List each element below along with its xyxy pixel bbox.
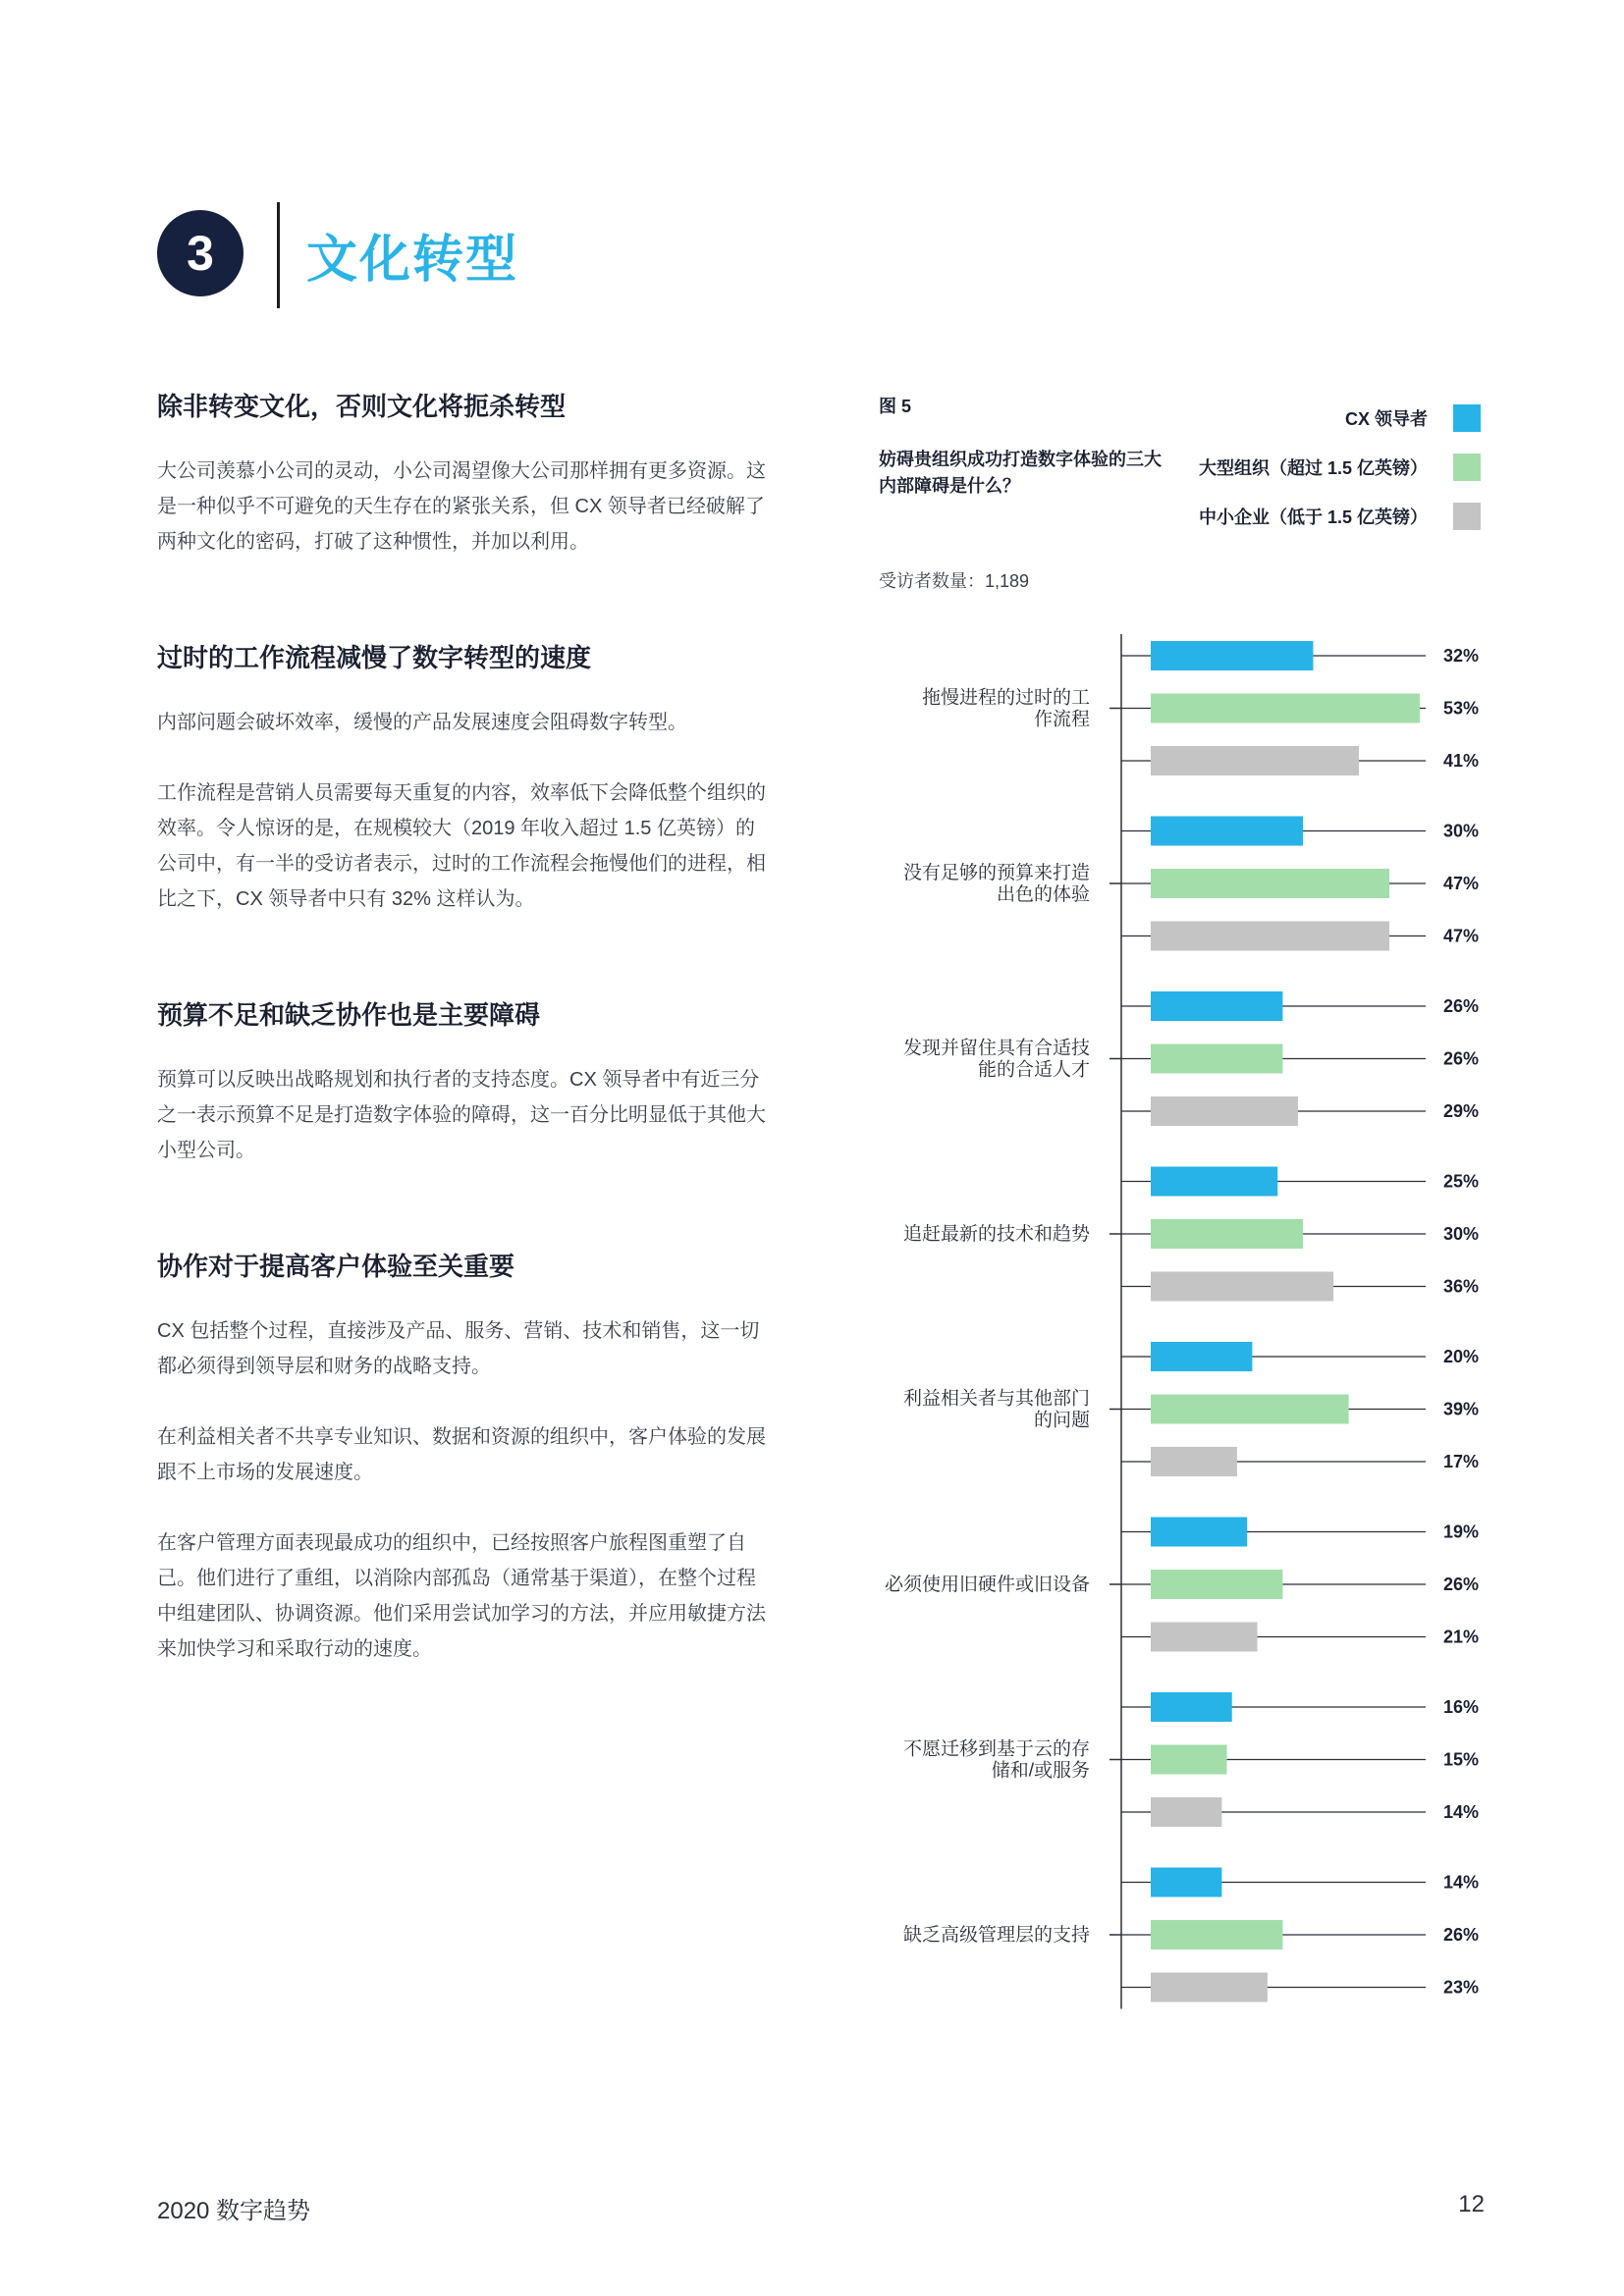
bar: [1151, 694, 1420, 723]
bar: [1151, 1342, 1252, 1371]
bar-value-label: 20%: [1443, 1347, 1480, 1366]
bar: [1151, 869, 1389, 898]
bar-value-label: 30%: [1443, 1224, 1480, 1244]
figure-question: 妨碍贵组织成功打造数字体验的三大内部障碍是什么？: [879, 450, 1162, 496]
bar-value-label: 47%: [1443, 926, 1480, 946]
paragraph: 工作流程是营销人员需要每天重复的内容，效率低下会降低整个组织的效率。令人惊讶的是，在规模较大（2019 年收入超过 1.5 亿英镑）的公司中，有一半的受访者表示，过时的工作流程会拖慢他们的进程，相比之下，CX 领导者中只有 32% 这样认为。: [157, 782, 766, 910]
bar: [1151, 1868, 1221, 1897]
block-heading: 协作对于提高客户体验至关重要: [157, 1252, 515, 1281]
bar: [1151, 1096, 1298, 1126]
paragraph: 大公司羡慕小公司的灵动，小公司渴望像大公司那样拥有更多资源。这是一种似乎不可避免的天生存在的紧张关系，但 CX 领导者已经破解了两种文化的密码，打破了这种惯性，并加以利用。: [157, 460, 766, 553]
block-heading: 除非转变文化，否则文化将扼杀转型: [157, 392, 567, 421]
paragraph: 在利益相关者不共享专业知识、数据和资源的组织中，客户体验的发展跟不上市场的发展速度。: [157, 1426, 766, 1483]
figure-sample-size: 受访者数量：1,189: [879, 571, 1030, 591]
bar: [1151, 1219, 1303, 1249]
block-heading: 过时的工作流程减慢了数字转型的速度: [157, 643, 592, 672]
bar: [1151, 1745, 1227, 1775]
legend-label: 中小企业（低于 1.5 亿英镑）: [1198, 507, 1428, 527]
category-label: 利益相关者与其他部门的问题: [902, 1388, 1090, 1431]
bar: [1151, 1167, 1277, 1197]
bar: [1151, 1518, 1247, 1547]
legend-label: 大型组织（超过 1.5 亿英镑）: [1198, 458, 1428, 478]
paragraph: 内部问题会破坏效率，缓慢的产品发展速度会阻碍数字转型。: [157, 712, 687, 733]
bar: [1151, 991, 1282, 1021]
block-heading: 预算不足和缺乏协作也是主要障碍: [157, 1000, 541, 1030]
bar-value-label: 17%: [1443, 1452, 1480, 1471]
bar-value-label: 21%: [1443, 1627, 1480, 1647]
bar-value-label: 14%: [1443, 1872, 1480, 1893]
bar: [1151, 1447, 1237, 1476]
bar: [1151, 1570, 1282, 1599]
bar-value-label: 25%: [1443, 1171, 1480, 1192]
bar: [1151, 641, 1313, 670]
bar-value-label: 47%: [1443, 874, 1480, 893]
bar: [1151, 1623, 1258, 1652]
bar-value-label: 53%: [1443, 698, 1480, 719]
bar-value-label: 39%: [1443, 1399, 1480, 1419]
bar: [1151, 1272, 1333, 1302]
bar: [1151, 922, 1389, 951]
bar-value-label: 16%: [1443, 1697, 1480, 1717]
bar: [1151, 817, 1303, 846]
category-label: 缺乏高级管理层的支持: [902, 1925, 1090, 1946]
bar-value-label: 30%: [1443, 821, 1480, 841]
category-label: 没有足够的预算来打造出色的体验: [902, 863, 1090, 905]
section-title: 文化转型: [306, 232, 519, 289]
figure-label: 图 5: [879, 397, 912, 416]
category-label: 发现并留住具有合适技能的合适人才: [902, 1038, 1090, 1081]
paragraph: CX 包括整个过程，直接涉及产品、服务、营销、技术和销售，这一切都必须得到领导层和财务的战略支持。: [157, 1320, 760, 1377]
bar-value-label: 32%: [1443, 646, 1480, 666]
bar: [1151, 1797, 1221, 1827]
bar-value-label: 41%: [1443, 751, 1480, 771]
bar-value-label: 26%: [1443, 996, 1480, 1016]
bar: [1151, 1692, 1232, 1722]
category-label: 追赶最新的技术和趋势: [902, 1224, 1090, 1245]
legend-label: CX 领导者: [1344, 409, 1428, 429]
page-number: 12: [1458, 2191, 1485, 2217]
category-label: 拖慢进程的过时的工作流程: [921, 687, 1090, 730]
section-number-badge: 3: [157, 210, 244, 296]
footer-title: 2020 数字趋势: [157, 2198, 311, 2224]
bar: [1151, 1920, 1282, 1949]
bar-value-label: 36%: [1443, 1276, 1480, 1297]
paragraph: 在客户管理方面表现最成功的组织中，已经按照客户旅程图重塑了自己。他们进行了重组，以消除内部孤岛（通常基于渠道），在整个过程中组建团队、协调资源。他们采用尝试加学习的方法，并应用敏捷方法来加快学习和采取行动的速度。: [157, 1532, 766, 1660]
bar-value-label: 15%: [1443, 1749, 1480, 1770]
bar-value-label: 23%: [1443, 1977, 1480, 1998]
bar-value-label: 26%: [1443, 1925, 1480, 1945]
bar: [1151, 1044, 1282, 1074]
paragraph: 预算可以反映出战略规划和执行者的支持态度。CX 领导者中有近三分之一表示预算不足是打造数字体验的障碍，这一百分比明显低于其他大小型公司。: [157, 1069, 766, 1161]
bar-value-label: 14%: [1443, 1802, 1480, 1822]
bar-value-label: 26%: [1443, 1575, 1480, 1594]
category-label: 不愿迁移到基于云的存储和/或服务: [902, 1738, 1090, 1782]
category-label: 必须使用旧硬件或旧设备: [884, 1575, 1090, 1595]
bar-value-label: 29%: [1443, 1101, 1480, 1121]
bar: [1151, 746, 1359, 775]
bar: [1151, 1973, 1268, 2002]
bar: [1151, 1395, 1349, 1424]
bar-value-label: 26%: [1443, 1048, 1480, 1069]
bar-value-label: 19%: [1443, 1522, 1480, 1542]
